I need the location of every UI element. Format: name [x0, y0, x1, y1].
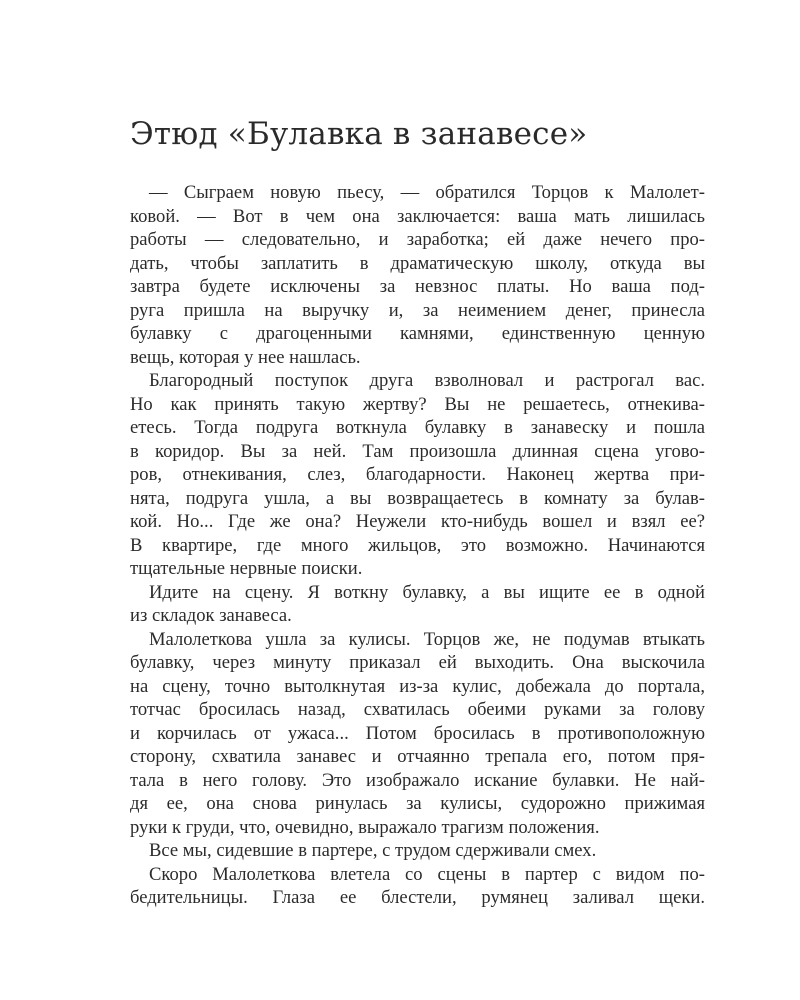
text-line: тала в него голову. Это изображало искание булавки. Не най- — [130, 769, 705, 791]
body-text — [130, 181, 705, 910]
text-line: руга пришла на выручку и, за неимением денег, принесла — [130, 299, 705, 321]
text-line: работы — следовательно, и заработка; ей даже нечего про- — [130, 229, 705, 250]
text-line: Скоро Малолеткова влетела со сцены в партер с видом по- — [149, 863, 705, 885]
text-line: ров, отнекивания, слез, благодарности. Наконец жертва при- — [130, 464, 705, 485]
text-line: В квартире, где много жильцов, это возможно. Начинаются — [130, 534, 705, 556]
text-line: в коридор. Вы за ней. Там произошла длинная сцена угово- — [130, 440, 705, 462]
text-line: тщательные нервные поиски. — [130, 558, 363, 579]
text-line: из складок занавеса. — [130, 605, 292, 626]
text-line: тотчас бросилась назад, схватилась обеими руками за голову — [130, 699, 705, 720]
text-line: етесь. Тогда подруга воткнула булавку в занавеску и пошла — [130, 417, 705, 438]
text-line: дя ее, она снова ринулась за кулисы, судорожно прижимая — [130, 793, 705, 814]
chapter-title: Этюд «Булавка в занавесе» — [130, 116, 588, 152]
text-line: завтра будете исключены за невзнос платы. Но ваша под- — [130, 276, 705, 297]
text-line: дать, чтобы заплатить в драматическую школу, откуда вы — [130, 252, 705, 274]
text-line: на сцену, точно вытолкнутая из-за кулис, добежала до портала, — [130, 675, 705, 697]
text-line: бедительницы. Глаза ее блестели, румянец заливал щеки. — [130, 887, 705, 908]
text-line: и корчилась от ужаса... Потом бросилась в противоположную — [130, 722, 705, 744]
text-line: вещь, которая у нее нашлась. — [130, 346, 361, 368]
text-line: Малолеткова ушла за кулисы. Торцов же, не подумав втыкать — [149, 628, 705, 650]
text-line: сторону, схватила занавес и отчаянно трепала его, потом пря- — [130, 746, 705, 767]
text-line: Но как принять такую жертву? Вы не решаетесь, отнекива- — [130, 393, 705, 415]
text-line: Идите на сцену. Я воткну булавку, а вы ищите ее в одной — [149, 581, 705, 603]
text-line: ковой. — Вот в чем она заключается: ваша мать лишилась — [130, 205, 705, 227]
text-line: булавку с драгоценными камнями, единственную ценную — [130, 323, 705, 344]
text-line: руки к груди, что, очевидно, выражало трагизм положения. — [130, 816, 600, 838]
text-line: кой. Но... Где же она? Неужели кто-нибудь вошел и взял ее? — [130, 511, 705, 532]
text-line: Все мы, сидевшие в партере, с трудом сдерживали смех. — [149, 840, 597, 861]
text-line: Благородный поступок друга взволновал и растрогал вас. — [149, 370, 705, 391]
text-line: — Сыграем новую пьесу, — обратился Торцов к Малолет- — [149, 182, 705, 203]
text-line: нята, подруга ушла, а вы возвращаетесь в комнату за булав- — [130, 487, 705, 509]
text-line: булавку, через минуту приказал ей выходить. Она выскочила — [130, 652, 705, 673]
